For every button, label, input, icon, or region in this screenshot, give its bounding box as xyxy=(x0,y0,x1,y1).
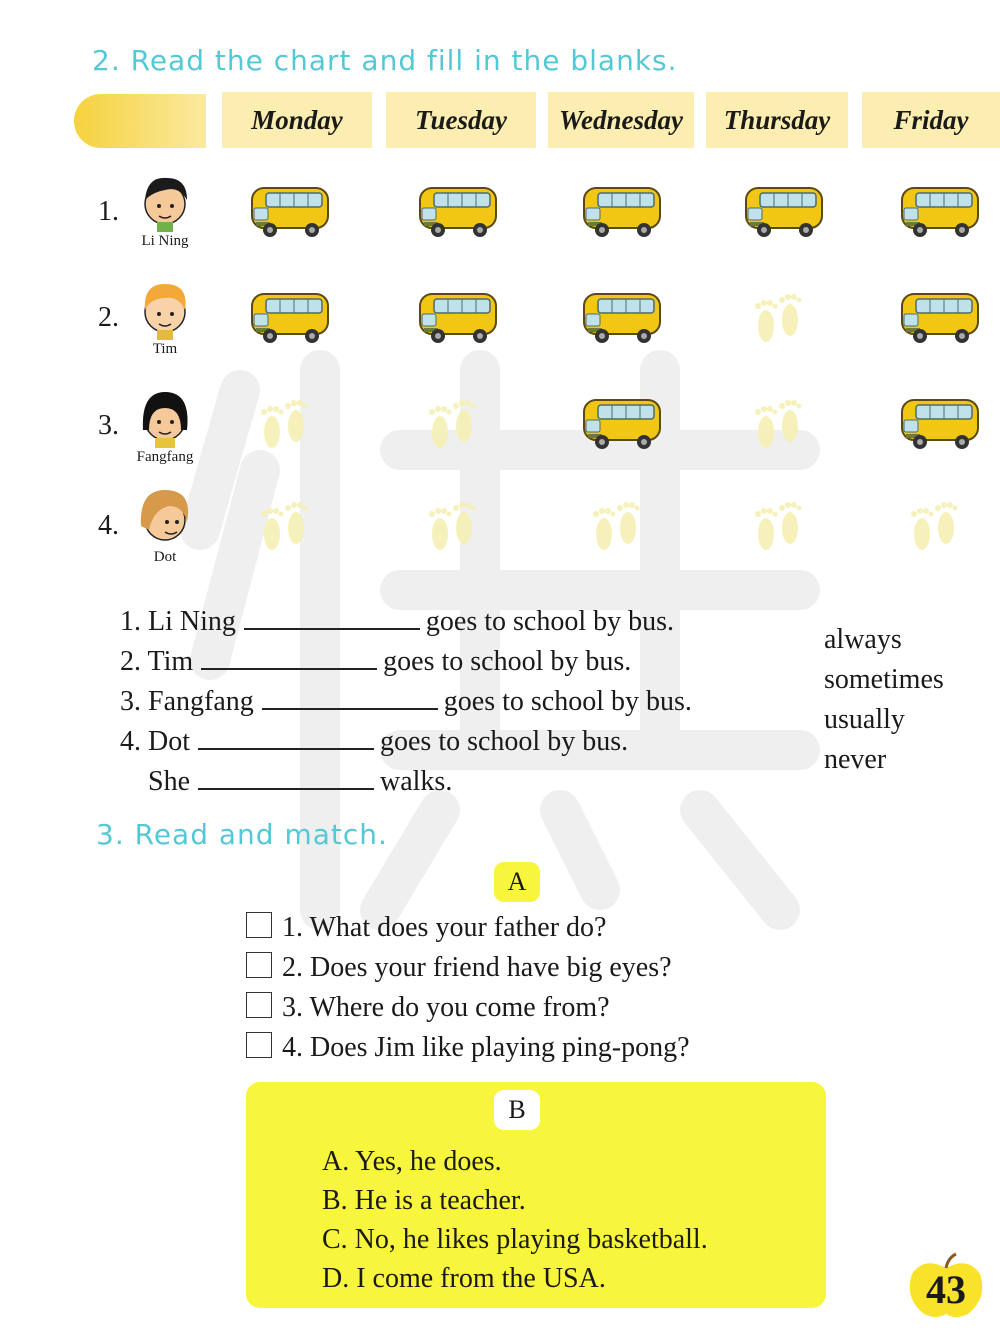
sentence-end: walks. xyxy=(380,766,453,797)
word-bank-item: never xyxy=(824,744,887,775)
page-number: 43 xyxy=(926,1267,966,1312)
girl-avatar-icon xyxy=(135,386,195,448)
student-li-ning xyxy=(120,170,210,250)
student-dot xyxy=(120,486,210,566)
bus-icon xyxy=(248,180,338,250)
answer-blank[interactable] xyxy=(201,644,377,670)
page-number-badge xyxy=(904,1252,988,1320)
answer-option: C. No, he likes playing basketball. xyxy=(322,1224,708,1255)
answer-option: D. I come from the USA. xyxy=(322,1263,606,1294)
footprints-icon xyxy=(248,392,338,462)
bus-icon xyxy=(580,392,670,462)
answer-option: A. Yes, he does. xyxy=(322,1146,502,1177)
answer-checkbox[interactable] xyxy=(246,952,272,978)
question-item xyxy=(246,952,672,984)
bus-icon xyxy=(416,180,506,250)
column-b-label: B xyxy=(494,1090,540,1130)
bus-icon xyxy=(580,180,670,250)
bus-icon xyxy=(898,180,988,250)
question-item xyxy=(246,1032,690,1064)
word-bank-item: always xyxy=(824,624,902,655)
word-bank-item: usually xyxy=(824,704,905,735)
bus-icon xyxy=(580,286,670,356)
answer-blank[interactable] xyxy=(198,724,374,750)
boy-avatar-icon xyxy=(135,278,195,340)
bus-icon xyxy=(248,286,338,356)
header-band xyxy=(74,94,206,148)
column-a-label: A xyxy=(494,862,540,902)
student-tim xyxy=(120,278,210,358)
footprints-icon xyxy=(416,392,506,462)
footprints-icon xyxy=(248,494,338,564)
blank-sentence-3 xyxy=(120,684,692,718)
question-text: 4. Does Jim like playing ping-pong? xyxy=(282,1032,690,1063)
blank-sentence-1 xyxy=(120,604,674,638)
sentence-start: 4. Dot xyxy=(120,726,190,757)
sentence-start: 1. Li Ning xyxy=(120,606,236,637)
answer-checkbox[interactable] xyxy=(246,912,272,938)
section-2-title: 2. Read the chart and fill in the blanks. xyxy=(92,44,678,77)
student-name: Fangfang xyxy=(136,449,194,465)
day-friday: Friday xyxy=(862,92,1000,148)
sentence-start: 3. Fangfang xyxy=(120,686,254,717)
row-number: 4. xyxy=(98,510,119,541)
sentence-end: goes to school by bus. xyxy=(443,686,692,717)
day-thursday: Thursday xyxy=(706,92,848,148)
question-item xyxy=(246,992,610,1024)
sentence-start: 2. Tim xyxy=(120,646,194,677)
question-text: 1. What does your father do? xyxy=(282,912,607,943)
bus-icon xyxy=(898,286,988,356)
bus-icon xyxy=(416,286,506,356)
answer-blank[interactable] xyxy=(244,604,420,630)
footprints-icon xyxy=(742,494,832,564)
bus-icon xyxy=(898,392,988,462)
day-tuesday: Tuesday xyxy=(386,92,536,148)
student-name: Dot xyxy=(153,549,177,565)
bus-icon xyxy=(742,180,832,250)
student-name: Tim xyxy=(152,341,178,357)
footprints-icon xyxy=(742,286,832,356)
row-number: 3. xyxy=(98,410,119,441)
word-bank-item: sometimes xyxy=(824,664,944,695)
answer-checkbox[interactable] xyxy=(246,992,272,1018)
answer-blank[interactable] xyxy=(198,764,374,790)
row-number: 1. xyxy=(98,196,119,227)
answer-option: B. He is a teacher. xyxy=(322,1185,526,1216)
row-number: 2. xyxy=(98,302,119,333)
sentence-end: goes to school by bus. xyxy=(425,606,674,637)
student-fangfang xyxy=(120,386,210,466)
section-3-title: 3. Read and match. xyxy=(96,818,388,851)
question-item xyxy=(246,912,607,944)
sentence-end: goes to school by bus. xyxy=(380,726,629,757)
footprints-icon xyxy=(742,392,832,462)
footprints-icon xyxy=(580,494,670,564)
day-wednesday: Wednesday xyxy=(548,92,694,148)
footprints-icon xyxy=(416,494,506,564)
day-monday: Monday xyxy=(222,92,372,148)
boy-avatar-icon xyxy=(135,170,195,232)
answer-checkbox[interactable] xyxy=(246,1032,272,1058)
sentence-start: She xyxy=(120,766,190,797)
blank-sentence-2 xyxy=(120,644,631,678)
student-name: Li Ning xyxy=(141,233,189,249)
blank-sentence-4 xyxy=(120,724,628,758)
question-text: 2. Does your friend have big eyes? xyxy=(282,952,672,983)
answer-blank[interactable] xyxy=(262,684,438,710)
question-text: 3. Where do you come from? xyxy=(282,992,610,1023)
footprints-icon xyxy=(898,494,988,564)
girl-avatar-icon xyxy=(135,486,195,548)
blank-sentence-5 xyxy=(120,764,452,798)
sentence-end: goes to school by bus. xyxy=(383,646,632,677)
